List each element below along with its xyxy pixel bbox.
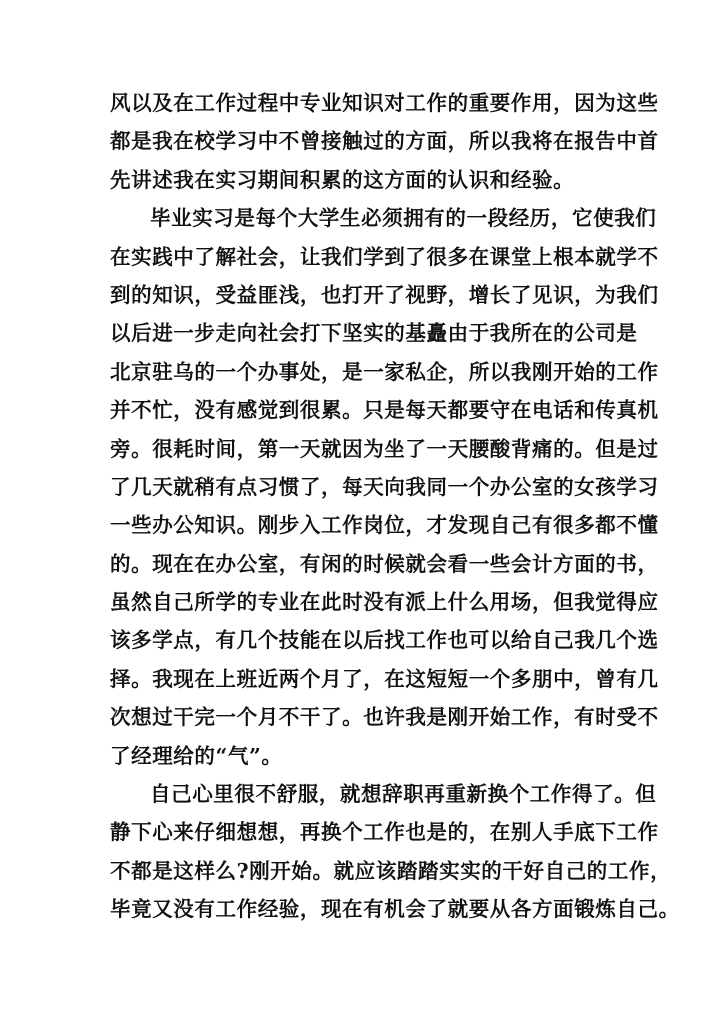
text-line: 静下心来仔细想想，再换个工作也是的，在别人手底下工作 bbox=[110, 820, 659, 845]
document-body bbox=[110, 84, 680, 929]
text-line: 到的知识，受益匪浅，也打开了视野，增长了见识，为我们 bbox=[110, 282, 659, 307]
text-line: 该多学点，有几个技能在以后找工作也可以给自己我几个选 bbox=[110, 628, 659, 653]
text-line: 并不忙，没有感觉到很累。只是每天都要守在电话和传真机 bbox=[110, 398, 659, 423]
text-line: 毕竟又没有工作经验，现在有机会了就要从各方面锻炼自己。 bbox=[110, 897, 680, 922]
text-line: 了几天就稍有点习惯了，每天向我同一个办公室的女孩学习 bbox=[110, 474, 659, 499]
text-line: 择。我现在上班近两个月了，在这短短一个多朋中，曾有几 bbox=[110, 666, 659, 691]
text-line: 在实践中了解社会，让我们学到了很多在课堂上根本就学不 bbox=[110, 244, 659, 269]
text-line: 不都是这样么?刚开始。就应该踏踏实实的干好自己的工作， bbox=[110, 858, 672, 883]
paragraph-start-line: 自己心里很不舒服，就想辞职再重新换个工作得了。但 bbox=[150, 782, 657, 807]
paragraph-start-line: 毕业实习是每个大学生必须拥有的一段经历，它使我们 bbox=[150, 206, 657, 231]
text-line: 一些办公知识。刚步入工作岗位，才发现自己有很多都不懂 bbox=[110, 513, 659, 538]
text-line: 旁。很耗时间，第一天就因为坐了一天腰酸背痛的。但是过 bbox=[110, 436, 659, 461]
text-line: 先讲述我在实习期间积累的这方面的认识和经验。 bbox=[110, 167, 575, 192]
text-line: 北京驻乌的一个办事处，是一家私企，所以我刚开始的工作 bbox=[110, 359, 659, 384]
text-line: 以后进一步走向社会打下坚实的基矗由于我所在的公司是 bbox=[110, 321, 638, 346]
text-line: 都是我在校学习中不曾接触过的方面，所以我将在报告中首 bbox=[110, 129, 659, 154]
text-line: 了经理给的“气”。 bbox=[110, 743, 283, 768]
text-line: 虽然自己所学的专业在此时没有派上什么用场，但我觉得应 bbox=[110, 590, 659, 615]
text-line: 风以及在工作过程中专业知识对工作的重要作用，因为这些 bbox=[110, 91, 659, 115]
text-line: 次想过干完一个月不干了。也许我是刚开始工作，有时受不 bbox=[110, 705, 659, 730]
text-line: 的。现在在办公室，有闲的时候就会看一些会计方面的书， bbox=[110, 551, 659, 576]
